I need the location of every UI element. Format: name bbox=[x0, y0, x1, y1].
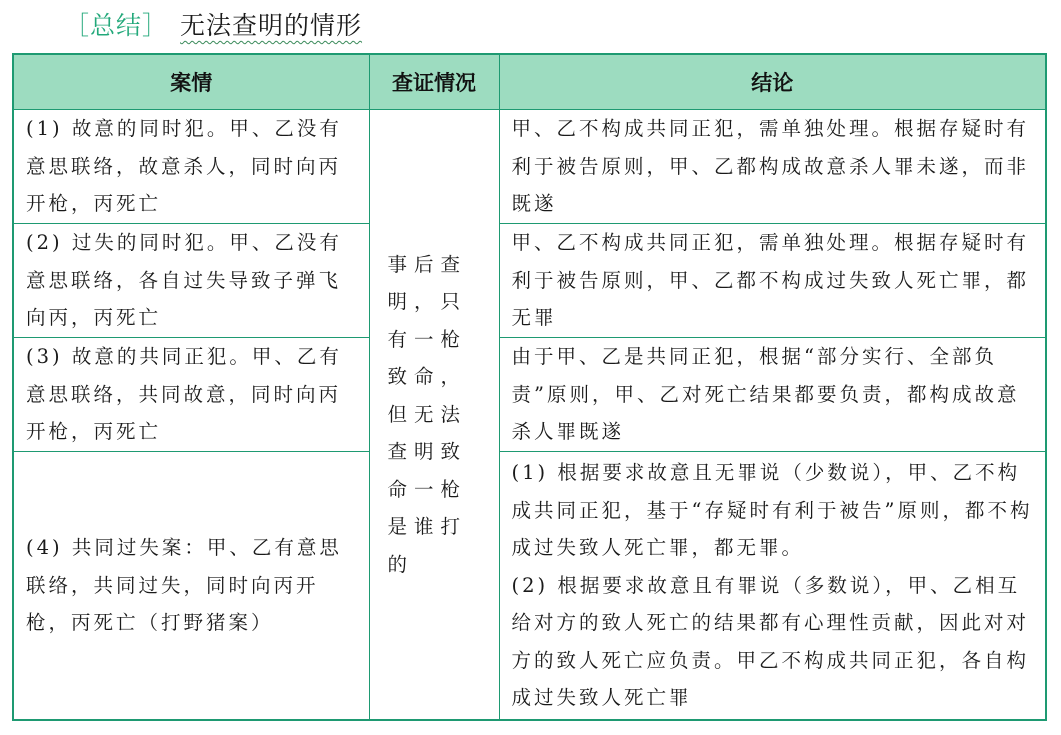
header-row bbox=[13, 54, 1046, 110]
case-cell: (1) 故意的同时犯。甲、乙没有意思联络，故意杀人，同时向丙开枪，丙死亡 bbox=[13, 110, 369, 224]
header-investigation: 查证情况 bbox=[369, 54, 499, 110]
table-row bbox=[13, 224, 1046, 338]
investigation-cell: 事后查明，只有一枪致命，但无法查明致命一枪是谁打的 bbox=[369, 110, 499, 721]
header-conclusion: 结论 bbox=[499, 54, 1046, 110]
case-cell: (4) 共同过失案：甲、乙有意思联络，共同过失，同时向丙开枪，丙死亡（打野猪案） bbox=[13, 452, 369, 721]
conclusion-paragraph-1: (1) 根据要求故意且无罪说（少数说），甲、乙不构成共同正犯，基于“存疑时有利于被告”原则，都不构成过失致人死亡罪，都无罪。 bbox=[511, 461, 1033, 560]
header-case: 案情 bbox=[13, 54, 369, 110]
conclusion-cell bbox=[499, 452, 1046, 721]
table-row bbox=[13, 452, 1046, 721]
summary-table bbox=[12, 53, 1047, 721]
case-cell: (3) 故意的共同正犯。甲、乙有意思联络，共同故意，同时向丙开枪，丙死亡 bbox=[13, 338, 369, 452]
table-row bbox=[13, 338, 1046, 452]
conclusion-paragraph-2: (2) 根据要求故意且有罪说（多数说），甲、乙相互给对方的致人死亡的结果都有心理性贡献，因此对对方的致人死亡应负责。甲乙不构成共同正犯，各自构成过失致人死亡罪 bbox=[511, 573, 1030, 710]
case-cell: (2) 过失的同时犯。甲、乙没有意思联络，各自过失导致子弹飞向丙，丙死亡 bbox=[13, 224, 369, 338]
conclusion-cell: 由于甲、乙是共同正犯，根据“部分实行、全部负责”原则，甲、乙对死亡结果都要负责，都构成故意杀人罪既遂 bbox=[499, 338, 1046, 452]
conclusion-cell: 甲、乙不构成共同正犯，需单独处理。根据存疑时有利于被告原则，甲、乙都构成故意杀人罪未遂，而非既遂 bbox=[499, 110, 1046, 224]
summary-tag: ［总结］ bbox=[64, 11, 169, 40]
section-title: 无法查明的情形 bbox=[180, 11, 363, 40]
table-row bbox=[13, 110, 1046, 224]
conclusion-cell: 甲、乙不构成共同正犯，需单独处理。根据存疑时有利于被告原则，甲、乙都不构成过失致人死亡罪，都无罪 bbox=[499, 224, 1046, 338]
section-heading bbox=[64, 4, 362, 44]
